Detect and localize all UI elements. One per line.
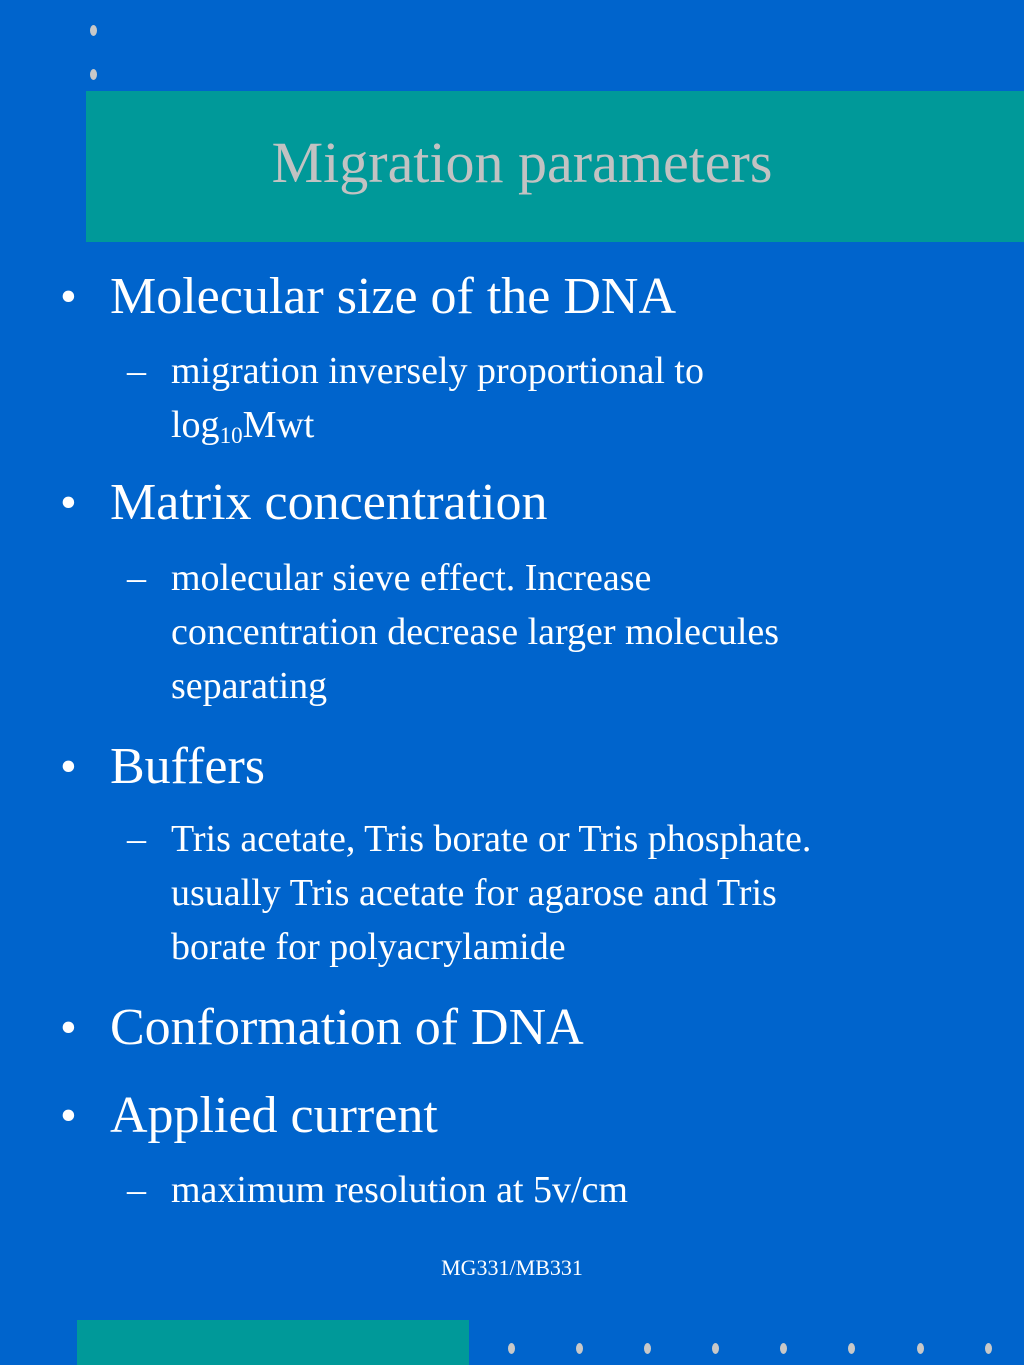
decorative-dot (848, 1343, 855, 1354)
sub-bullet-migration (171, 344, 971, 452)
sub-bullet-line: usually Tris acetate for agarose and Tris (171, 872, 777, 914)
sub-bullet-line: Tris acetate, Tris borate or Tris phosphate. (171, 818, 812, 860)
bullet-matrix-concentration: Matrix concentration (110, 474, 548, 531)
sub-bullet-line: separating (171, 665, 328, 707)
dash-glyph: – (127, 1169, 146, 1211)
decorative-dot (90, 69, 97, 80)
sub-bullet-resolution (171, 1163, 971, 1217)
sub-bullet-line: migration inversely proportional to (171, 350, 704, 392)
bullet-buffers: Buffers (110, 738, 266, 795)
decorative-dot (644, 1343, 651, 1354)
dash-glyph: – (127, 350, 146, 392)
dash-glyph: – (127, 818, 146, 860)
slide-title: Migration parameters (271, 130, 773, 195)
sub-bullet-line: maximum resolution at 5v/cm (171, 1169, 628, 1211)
bullet-glyph: • (60, 270, 77, 323)
log-subscript: 10 (219, 423, 243, 448)
sub-bullet-line (171, 398, 971, 452)
log-text: log (171, 404, 220, 446)
bullet-molecular-size: Molecular size of the DNA (110, 268, 677, 325)
decorative-dot (780, 1343, 787, 1354)
mwt-text: Mwt (242, 404, 315, 446)
slide-footer: MG331/MB331 (441, 1255, 583, 1280)
decorative-dot (917, 1343, 924, 1354)
sub-bullet-line: borate for polyacrylamide (171, 926, 566, 968)
sub-bullet-line: concentration decrease larger molecules (171, 611, 780, 653)
sub-bullet-sieve (171, 551, 971, 713)
decorative-dot (508, 1343, 515, 1354)
bullet-applied-current: Applied current (110, 1087, 438, 1144)
bullet-glyph: • (60, 476, 77, 529)
decorative-dot (712, 1343, 719, 1354)
dash-glyph: – (127, 557, 146, 599)
decorative-dot (985, 1343, 992, 1354)
bullet-glyph: • (60, 1001, 77, 1054)
decorative-dot (90, 25, 97, 36)
bullet-conformation: Conformation of DNA (110, 999, 584, 1056)
bottom-band (77, 1320, 469, 1365)
decorative-dot (576, 1343, 583, 1354)
sub-bullet-tris (171, 812, 971, 974)
bullet-glyph: • (60, 740, 77, 793)
bullet-glyph: • (60, 1089, 77, 1142)
sub-bullet-line: molecular sieve effect. Increase (171, 557, 652, 599)
